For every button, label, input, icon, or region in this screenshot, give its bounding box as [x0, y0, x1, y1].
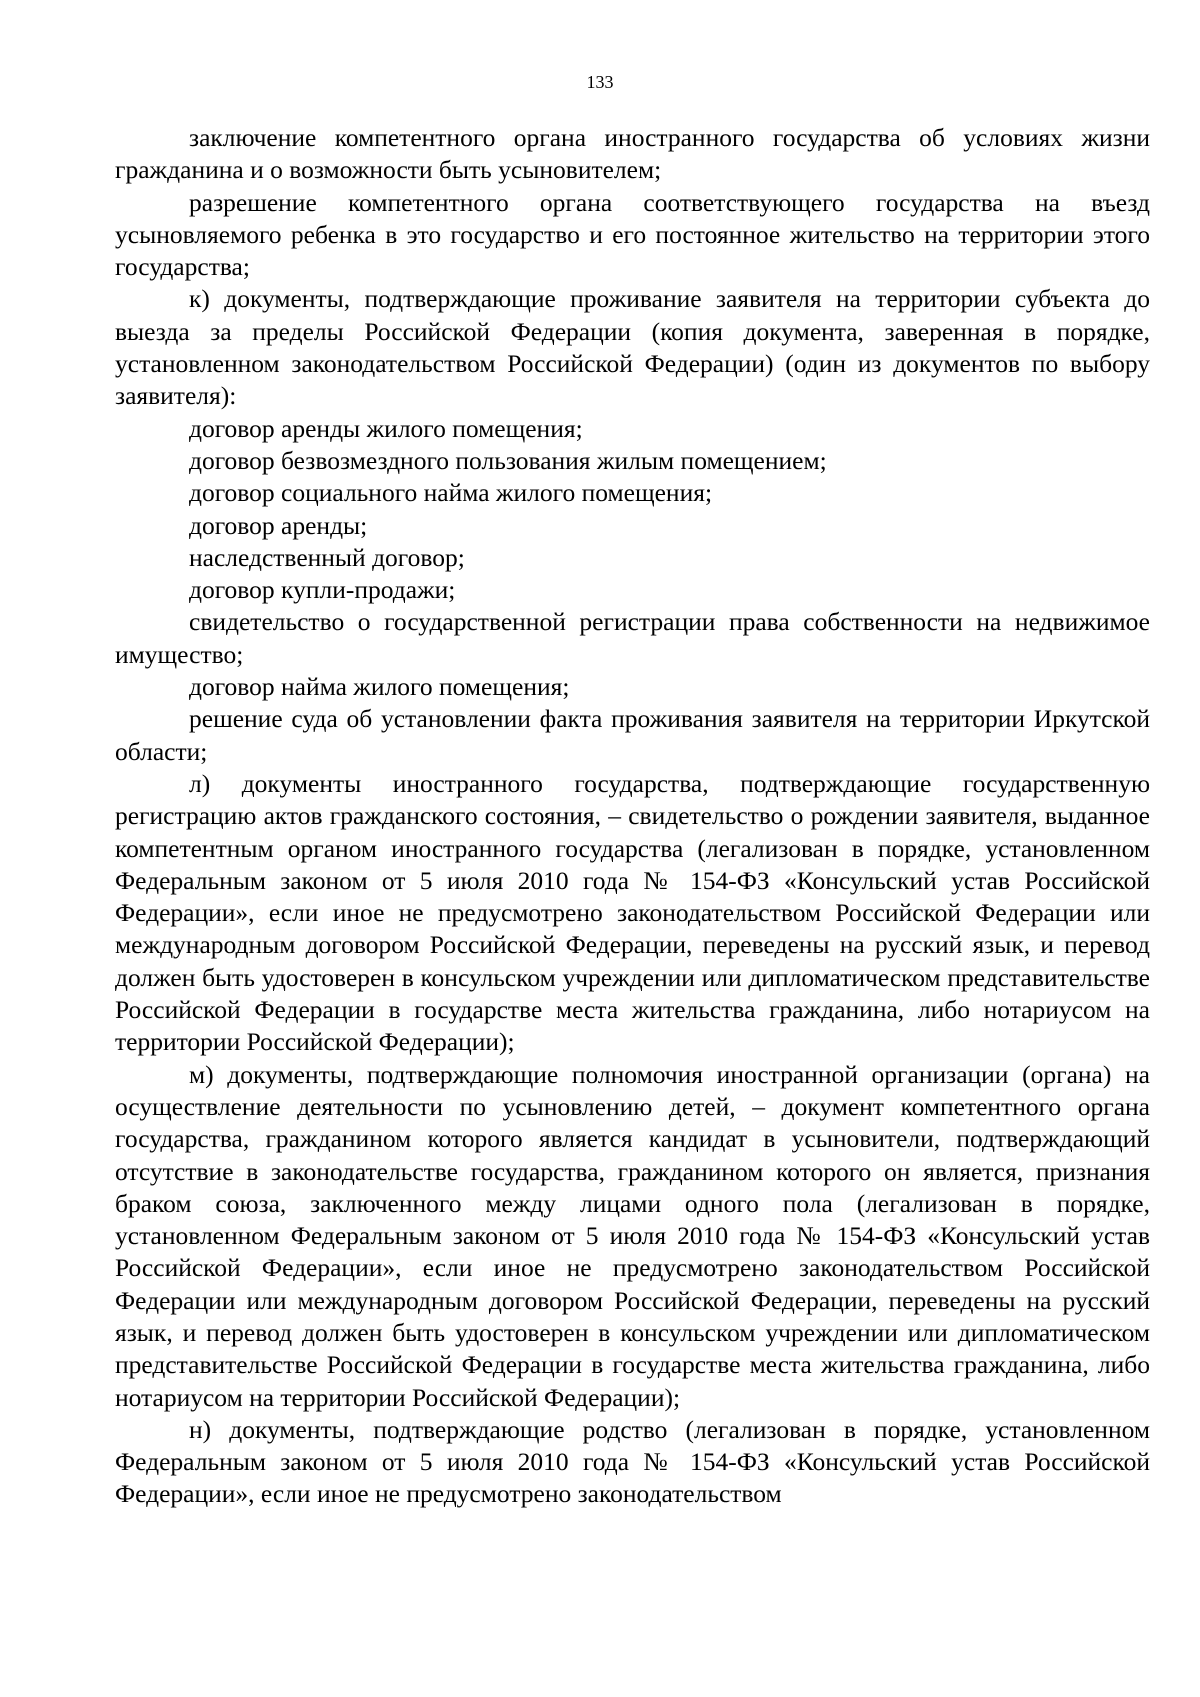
list-item: свидетельство о государственной регистрации права собственности на недвижимое имущество;: [115, 607, 1150, 669]
paragraph-item-n: н) документы, подтверждающие родство (легализован в порядке, установленном Федеральным законом от 5 июля 2010 года № 154-ФЗ «Консульский устав Российской Федерации», если иное не предусмотрено законодательством: [115, 1414, 1150, 1509]
list-item: договор безвозмездного пользования жилым помещением;: [189, 445, 827, 475]
list-item: договор социального найма жилого помещения;: [189, 478, 713, 508]
list-item: наследственный договор;: [189, 542, 465, 572]
paragraph-item-k: к) документы, подтверждающие проживание заявителя на территории субъекта до выезда за пределы Российской Федерации (копия документа, заверенная в порядке, установленном законодательством Российской Федерации) (один из документов по выбору заявителя):: [115, 284, 1150, 411]
paragraph-item-m: м) документы, подтверждающие полномочия иностранной организации (органа) на осуществление деятельности по усыновлению детей, – документ компетентного органа государства, гражданином которого является кандидат в усыновители, подтверждающий отсутствие в законодательстве государства, гражданином которого он является, признания браком союза, заключенного между лицами одного пола (легализован в порядке, установленном Федеральным законом от 5 июля 2010 года № 154-ФЗ «Консульский устав Российской Федерации», если иное не предусмотрено законодательством Российской Федерации или международным договором Российской Федерации, переведены на русский язык, и перевод должен быть удостоверен в консульском учреждении или дипломатическом представительстве Российской Федерации в государстве места жительства гражданина, либо нотариусом на территории Российской Федерации);: [115, 1059, 1150, 1412]
paragraph-item-l: л) документы иностранного государства, подтверждающие государственную регистрацию актов гражданского состояния, – свидетельство о рождении заявителя, выданное компетентным органом иностранного государства (легализован в порядке, установленном Федеральным законом от 5 июля 2010 года № 154-ФЗ «Консульский устав Российской Федерации», если иное не предусмотрено законодательством Российской Федерации или международным договором Российской Федерации, переведены на русский язык, и перевод должен быть удостоверен в консульском учреждении или дипломатическом представительстве Российской Федерации в государстве места жительства гражданина, либо нотариусом на территории Российской Федерации);: [115, 768, 1150, 1057]
paragraph-permission: разрешение компетентного органа соответствующего государства на въезд усыновляемого ребенка в это государство и его постоянное жительство на территории этого государства;: [115, 187, 1150, 282]
document-body: [115, 122, 1150, 1511]
page-number: 133: [586, 72, 614, 92]
list-item: договор найма жилого помещения;: [189, 672, 570, 702]
list-item: договор аренды;: [189, 510, 368, 540]
list-item: решение суда об установлении факта проживания заявителя на территории Иркутской области;: [115, 704, 1150, 766]
paragraph-conclusion: заключение компетентного органа иностранного государства об условиях жизни гражданина и о возможности быть усыновителем;: [115, 123, 1150, 185]
list-item: договор купли-продажи;: [189, 575, 456, 605]
list-item: договор аренды жилого помещения;: [189, 413, 583, 443]
